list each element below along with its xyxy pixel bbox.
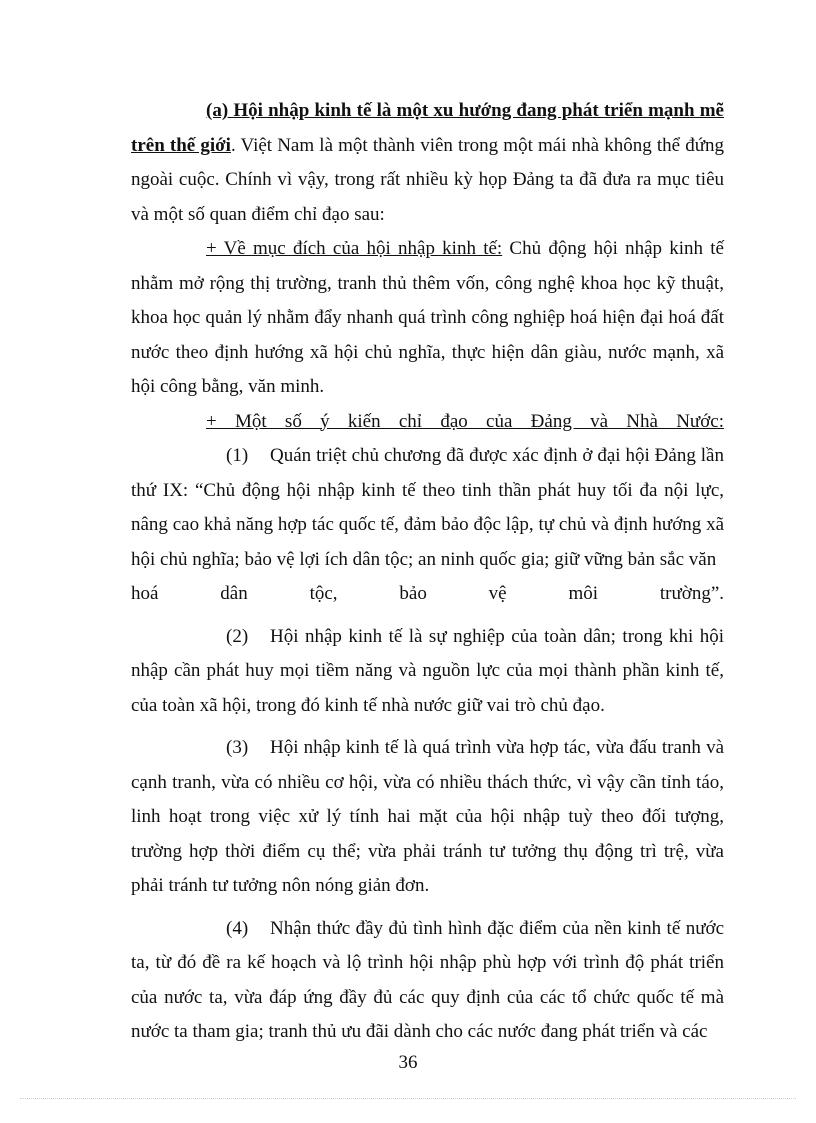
list-item-3 (131, 731, 724, 904)
footer-divider (20, 1098, 796, 1099)
item-number: (3) (226, 737, 249, 758)
list-item-1 (131, 439, 724, 577)
directives-label: + Một số ý kiến chỉ đạo của Đảng và Nhà Nước: (206, 410, 724, 432)
item-text: Hội nhập kinh tế là quá trình vừa hợp tác, vừa đấu tranh và cạnh tranh, vừa có nhiều cơ hội, vừa có nhiều thách thức, vì vậy cần tỉnh táo, linh hoạt trong việc xử lý tính hai mặt của hội nhập tuỳ theo đối tượng, trường hợp thời điểm cụ thể; vừa phải tránh tư tưởng thụ động trì trệ, vừa phải tránh tư tưởng nôn nóng giản đơn. (131, 737, 724, 896)
list-item-4 (131, 912, 724, 1050)
paragraph-intro-text: . Việt Nam là một thành viên trong một mái nhà không thể đứng ngoài cuộc. Chính vì vậy, trong rất nhiều kỳ họp Đảng ta đã đưa ra mục tiêu và một số quan điểm chỉ đạo sau: (131, 134, 724, 225)
item-number: (4) (226, 917, 249, 939)
purpose-text: Chủ động hội nhập kinh tế nhằm mở rộng thị trường, tranh thủ thêm vốn, công nghệ khoa học kỹ thuật, khoa học quản lý nhằm đẩy nhanh quá trình công nghiệp hoá hiện đại hoá đất nước theo định hướng xã hội chủ nghĩa, thực hiện dân giàu, nước mạnh, xã hội công bằng, văn minh. (131, 238, 724, 397)
section-heading: (a) Hội nhập kinh tế là một xu hướng đang phát triển mạnh mẽ trên thế giới (131, 100, 724, 156)
item-text-last-line: hoá dân tộc, bảo vệ môi trường”. (131, 583, 724, 604)
item-text: Hội nhập kinh tế là sự nghiệp của toàn dân; trong khi hội nhập cần phát huy mọi tiềm năng và nguồn lực của mọi thành phần kinh tế, của toàn xã hội, trong đó kinh tế nhà nước giữ vai trò chủ đạo. (131, 625, 724, 716)
item-text: Nhận thức đầy đủ tình hình đặc điểm của nền kinh tế nước ta, từ đó đề ra kế hoạch và lộ trình hội nhập phù hợp với trình độ phát triển của nước ta, vừa đáp ứng đầy đủ các quy định của các tổ chức quốc tế mà nước ta tham gia; tranh thủ ưu đãi dành cho các nước đang phát triển và các (131, 917, 724, 1042)
purpose-label: + Về mục đích của hội nhập kinh tế: (206, 238, 503, 259)
list-item-2 (131, 620, 724, 724)
list-item-1-last-line (131, 577, 724, 612)
page-number: 36 (398, 1052, 418, 1073)
document-page (131, 94, 724, 1050)
item-text: Quán triệt chủ chương đã được xác định ở đại hội Đảng lần thứ IX: “Chủ động hội nhập kinh tế theo tinh thần phát huy tối đa nội lực, nâng cao khả năng hợp tác quốc tế, đảm bảo độc lập, tự chủ và định hướng xã hội chủ nghĩa; bảo vệ lợi ích dân tộc; an ninh quốc gia; giữ vững bản sắc văn (131, 445, 724, 570)
item-number: (2) (226, 625, 249, 647)
paragraph-intro (131, 94, 724, 232)
item-number: (1) (226, 445, 249, 466)
paragraph-purpose (131, 232, 724, 405)
paragraph-directives (131, 405, 724, 440)
